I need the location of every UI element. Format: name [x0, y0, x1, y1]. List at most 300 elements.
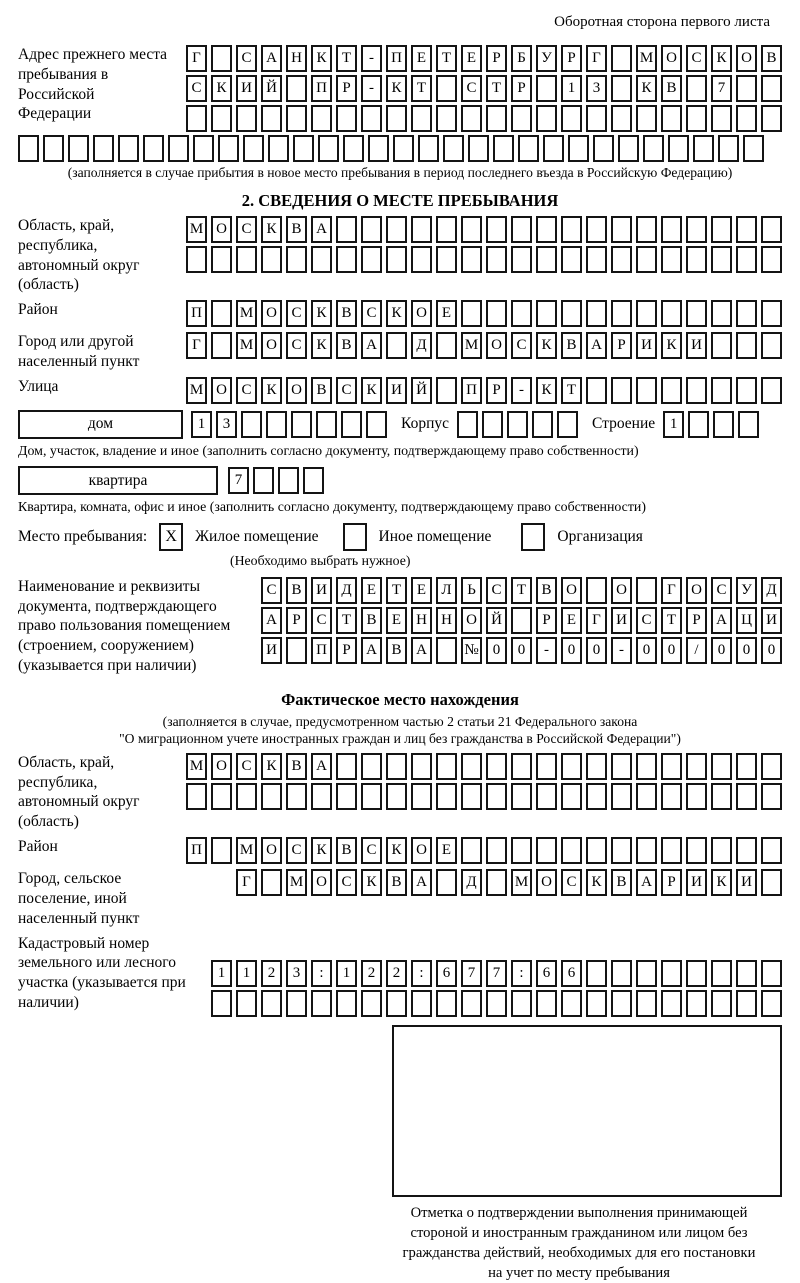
char-cell[interactable]: [261, 783, 282, 810]
char-cell[interactable]: [486, 105, 507, 132]
char-cell[interactable]: [461, 300, 482, 327]
char-cell[interactable]: М: [236, 837, 257, 864]
char-cell[interactable]: 0: [636, 637, 657, 664]
char-cell[interactable]: Ь: [461, 577, 482, 604]
char-cell[interactable]: [366, 411, 387, 438]
char-cell[interactable]: В: [336, 332, 357, 359]
char-cell[interactable]: -: [361, 75, 382, 102]
char-cell[interactable]: Н: [286, 45, 307, 72]
char-cell[interactable]: [686, 105, 707, 132]
char-cell[interactable]: С: [311, 607, 332, 634]
char-cell[interactable]: [361, 105, 382, 132]
char-cell[interactable]: [711, 990, 732, 1017]
char-cell[interactable]: [436, 377, 457, 404]
char-cell[interactable]: [536, 105, 557, 132]
char-cell[interactable]: [486, 753, 507, 780]
char-cell[interactable]: [411, 216, 432, 243]
char-cell[interactable]: [668, 135, 689, 162]
char-cell[interactable]: П: [311, 75, 332, 102]
char-cell[interactable]: [561, 753, 582, 780]
char-cell[interactable]: [761, 783, 782, 810]
char-cell[interactable]: [636, 577, 657, 604]
char-cell[interactable]: М: [286, 869, 307, 896]
char-cell[interactable]: [186, 783, 207, 810]
char-cell[interactable]: [436, 216, 457, 243]
char-cell[interactable]: [311, 783, 332, 810]
char-cell[interactable]: [611, 837, 632, 864]
char-cell[interactable]: [761, 837, 782, 864]
char-cell[interactable]: А: [586, 332, 607, 359]
char-cell[interactable]: В: [311, 377, 332, 404]
char-cell[interactable]: [511, 216, 532, 243]
char-cell[interactable]: К: [311, 837, 332, 864]
char-cell[interactable]: [661, 990, 682, 1017]
char-cell[interactable]: :: [311, 960, 332, 987]
char-cell[interactable]: Т: [336, 607, 357, 634]
char-cell[interactable]: Е: [411, 577, 432, 604]
char-cell[interactable]: [586, 377, 607, 404]
char-cell[interactable]: [661, 377, 682, 404]
char-cell[interactable]: [661, 783, 682, 810]
char-cell[interactable]: Й: [411, 377, 432, 404]
char-cell[interactable]: [336, 105, 357, 132]
char-cell[interactable]: [341, 411, 362, 438]
char-cell[interactable]: [586, 837, 607, 864]
char-cell[interactable]: П: [186, 300, 207, 327]
char-cell[interactable]: О: [286, 377, 307, 404]
char-cell[interactable]: [311, 246, 332, 273]
char-cell[interactable]: С: [286, 332, 307, 359]
char-cell[interactable]: К: [536, 377, 557, 404]
char-cell[interactable]: [361, 753, 382, 780]
char-cell[interactable]: [261, 990, 282, 1017]
char-cell[interactable]: К: [386, 75, 407, 102]
char-cell[interactable]: В: [361, 607, 382, 634]
char-cell[interactable]: [436, 332, 457, 359]
char-cell[interactable]: О: [261, 300, 282, 327]
char-cell[interactable]: В: [336, 837, 357, 864]
char-cell[interactable]: [461, 837, 482, 864]
char-cell[interactable]: [211, 105, 232, 132]
char-cell[interactable]: [636, 783, 657, 810]
char-cell[interactable]: [361, 990, 382, 1017]
char-cell[interactable]: [482, 411, 503, 438]
char-cell[interactable]: -: [611, 637, 632, 664]
char-cell[interactable]: В: [661, 75, 682, 102]
char-cell[interactable]: [761, 105, 782, 132]
char-cell[interactable]: Е: [461, 45, 482, 72]
char-cell[interactable]: Л: [436, 577, 457, 604]
char-cell[interactable]: 0: [736, 637, 757, 664]
char-cell[interactable]: В: [611, 869, 632, 896]
char-cell[interactable]: [361, 246, 382, 273]
char-cell[interactable]: [611, 105, 632, 132]
char-cell[interactable]: [611, 990, 632, 1017]
char-cell[interactable]: А: [711, 607, 732, 634]
char-cell[interactable]: [336, 753, 357, 780]
char-cell[interactable]: [436, 637, 457, 664]
char-cell[interactable]: [711, 837, 732, 864]
char-cell[interactable]: [611, 45, 632, 72]
char-cell[interactable]: [93, 135, 114, 162]
char-cell[interactable]: К: [311, 300, 332, 327]
char-cell[interactable]: -: [511, 377, 532, 404]
char-cell[interactable]: В: [386, 869, 407, 896]
char-cell[interactable]: [736, 837, 757, 864]
char-cell[interactable]: С: [561, 869, 582, 896]
char-cell[interactable]: Т: [336, 45, 357, 72]
char-cell[interactable]: Й: [261, 75, 282, 102]
char-cell[interactable]: [711, 105, 732, 132]
char-cell[interactable]: А: [311, 216, 332, 243]
char-cell[interactable]: /: [686, 637, 707, 664]
char-cell[interactable]: 6: [436, 960, 457, 987]
char-cell[interactable]: 0: [661, 637, 682, 664]
char-cell[interactable]: [536, 216, 557, 243]
char-cell[interactable]: [536, 75, 557, 102]
char-cell[interactable]: С: [461, 75, 482, 102]
char-cell[interactable]: Ц: [736, 607, 757, 634]
char-cell[interactable]: [686, 216, 707, 243]
char-cell[interactable]: [311, 105, 332, 132]
char-cell[interactable]: В: [536, 577, 557, 604]
char-cell[interactable]: [611, 300, 632, 327]
char-cell[interactable]: [486, 869, 507, 896]
char-cell[interactable]: [761, 753, 782, 780]
char-cell[interactable]: [511, 607, 532, 634]
char-cell[interactable]: Д: [461, 869, 482, 896]
char-cell[interactable]: [736, 105, 757, 132]
char-cell[interactable]: [586, 990, 607, 1017]
char-cell[interactable]: [443, 135, 464, 162]
char-cell[interactable]: [736, 332, 757, 359]
char-cell[interactable]: [661, 300, 682, 327]
char-cell[interactable]: [661, 216, 682, 243]
char-cell[interactable]: С: [236, 45, 257, 72]
char-cell[interactable]: [286, 637, 307, 664]
char-cell[interactable]: [586, 105, 607, 132]
char-cell[interactable]: [536, 246, 557, 273]
char-cell[interactable]: М: [186, 753, 207, 780]
char-cell[interactable]: [457, 411, 478, 438]
char-cell[interactable]: В: [286, 753, 307, 780]
char-cell[interactable]: С: [236, 216, 257, 243]
char-cell[interactable]: И: [686, 869, 707, 896]
char-cell[interactable]: [661, 246, 682, 273]
char-cell[interactable]: [436, 869, 457, 896]
char-cell[interactable]: Н: [411, 607, 432, 634]
char-cell[interactable]: [711, 216, 732, 243]
char-cell[interactable]: [493, 135, 514, 162]
char-cell[interactable]: 7: [486, 960, 507, 987]
char-cell[interactable]: Р: [611, 332, 632, 359]
char-cell[interactable]: [461, 105, 482, 132]
char-cell[interactable]: [266, 411, 287, 438]
char-cell[interactable]: О: [211, 753, 232, 780]
char-cell[interactable]: [736, 377, 757, 404]
char-cell[interactable]: [236, 105, 257, 132]
char-cell[interactable]: [536, 753, 557, 780]
char-cell[interactable]: С: [511, 332, 532, 359]
char-cell[interactable]: И: [611, 607, 632, 634]
char-cell[interactable]: А: [361, 332, 382, 359]
char-cell[interactable]: И: [236, 75, 257, 102]
char-cell[interactable]: С: [186, 75, 207, 102]
char-cell[interactable]: В: [286, 216, 307, 243]
char-cell[interactable]: [386, 753, 407, 780]
char-cell[interactable]: [461, 783, 482, 810]
char-cell[interactable]: [261, 105, 282, 132]
char-cell[interactable]: [218, 135, 239, 162]
char-cell[interactable]: [611, 960, 632, 987]
char-cell[interactable]: [43, 135, 64, 162]
char-cell[interactable]: :: [511, 960, 532, 987]
char-cell[interactable]: 0: [761, 637, 782, 664]
char-cell[interactable]: О: [561, 577, 582, 604]
char-cell[interactable]: В: [336, 300, 357, 327]
char-cell[interactable]: К: [636, 75, 657, 102]
char-cell[interactable]: Д: [336, 577, 357, 604]
char-cell[interactable]: [436, 246, 457, 273]
char-cell[interactable]: [286, 246, 307, 273]
char-cell[interactable]: [311, 990, 332, 1017]
char-cell[interactable]: [461, 246, 482, 273]
char-cell[interactable]: [736, 783, 757, 810]
char-cell[interactable]: П: [461, 377, 482, 404]
char-cell[interactable]: [303, 467, 324, 494]
char-cell[interactable]: Р: [511, 75, 532, 102]
char-cell[interactable]: [486, 300, 507, 327]
char-cell[interactable]: [486, 216, 507, 243]
char-cell[interactable]: 3: [216, 411, 237, 438]
char-cell[interactable]: [241, 411, 262, 438]
char-cell[interactable]: [686, 837, 707, 864]
char-cell[interactable]: 0: [711, 637, 732, 664]
char-cell[interactable]: 0: [561, 637, 582, 664]
char-cell[interactable]: М: [186, 377, 207, 404]
char-cell[interactable]: Д: [411, 332, 432, 359]
char-cell[interactable]: [286, 783, 307, 810]
char-cell[interactable]: Й: [486, 607, 507, 634]
char-cell[interactable]: [636, 300, 657, 327]
char-cell[interactable]: [718, 135, 739, 162]
char-cell[interactable]: [661, 837, 682, 864]
char-cell[interactable]: [686, 377, 707, 404]
char-cell[interactable]: Р: [686, 607, 707, 634]
char-cell[interactable]: 7: [711, 75, 732, 102]
char-cell[interactable]: [486, 783, 507, 810]
char-cell[interactable]: 6: [536, 960, 557, 987]
char-cell[interactable]: [736, 990, 757, 1017]
char-cell[interactable]: [761, 869, 782, 896]
char-cell[interactable]: 0: [486, 637, 507, 664]
char-cell[interactable]: 1: [211, 960, 232, 987]
char-cell[interactable]: С: [336, 377, 357, 404]
char-cell[interactable]: Р: [661, 869, 682, 896]
char-cell[interactable]: [318, 135, 339, 162]
char-cell[interactable]: [686, 300, 707, 327]
char-cell[interactable]: К: [661, 332, 682, 359]
char-cell[interactable]: М: [511, 869, 532, 896]
char-cell[interactable]: В: [386, 637, 407, 664]
char-cell[interactable]: [291, 411, 312, 438]
char-cell[interactable]: И: [761, 607, 782, 634]
char-cell[interactable]: [511, 753, 532, 780]
char-cell[interactable]: С: [636, 607, 657, 634]
char-cell[interactable]: [711, 332, 732, 359]
char-cell[interactable]: [636, 837, 657, 864]
char-cell[interactable]: [593, 135, 614, 162]
char-cell[interactable]: К: [261, 216, 282, 243]
char-cell[interactable]: 0: [511, 637, 532, 664]
char-cell[interactable]: [611, 783, 632, 810]
char-cell[interactable]: Г: [186, 332, 207, 359]
char-cell[interactable]: Г: [236, 869, 257, 896]
char-cell[interactable]: Н: [436, 607, 457, 634]
char-cell[interactable]: С: [286, 837, 307, 864]
char-cell[interactable]: [643, 135, 664, 162]
char-cell[interactable]: [211, 990, 232, 1017]
char-cell[interactable]: [586, 960, 607, 987]
char-cell[interactable]: И: [386, 377, 407, 404]
char-cell[interactable]: :: [411, 960, 432, 987]
char-cell[interactable]: С: [711, 577, 732, 604]
char-cell[interactable]: [561, 246, 582, 273]
char-cell[interactable]: 2: [261, 960, 282, 987]
char-cell[interactable]: [286, 105, 307, 132]
char-cell[interactable]: [711, 753, 732, 780]
char-cell[interactable]: И: [636, 332, 657, 359]
char-cell[interactable]: Р: [486, 377, 507, 404]
char-cell[interactable]: 3: [286, 960, 307, 987]
char-cell[interactable]: [536, 837, 557, 864]
char-cell[interactable]: С: [286, 300, 307, 327]
char-cell[interactable]: [686, 960, 707, 987]
char-cell[interactable]: [68, 135, 89, 162]
char-cell[interactable]: Е: [561, 607, 582, 634]
char-cell[interactable]: [253, 467, 274, 494]
char-cell[interactable]: -: [361, 45, 382, 72]
char-cell[interactable]: Е: [436, 837, 457, 864]
char-cell[interactable]: [636, 216, 657, 243]
char-cell[interactable]: О: [411, 837, 432, 864]
char-cell[interactable]: Р: [336, 637, 357, 664]
char-cell[interactable]: 7: [228, 467, 249, 494]
char-cell[interactable]: Г: [661, 577, 682, 604]
char-cell[interactable]: Е: [361, 577, 382, 604]
char-cell[interactable]: [461, 216, 482, 243]
char-cell[interactable]: [661, 753, 682, 780]
char-cell[interactable]: О: [411, 300, 432, 327]
char-cell[interactable]: [586, 246, 607, 273]
char-cell[interactable]: [561, 300, 582, 327]
char-cell[interactable]: [586, 577, 607, 604]
char-cell[interactable]: С: [686, 45, 707, 72]
char-cell[interactable]: [686, 753, 707, 780]
char-cell[interactable]: Т: [386, 577, 407, 604]
char-cell[interactable]: [386, 990, 407, 1017]
char-cell[interactable]: О: [261, 332, 282, 359]
char-cell[interactable]: И: [261, 637, 282, 664]
char-cell[interactable]: Т: [561, 377, 582, 404]
checkbox-organization[interactable]: [521, 523, 545, 551]
char-cell[interactable]: Р: [561, 45, 582, 72]
char-cell[interactable]: [343, 135, 364, 162]
char-cell[interactable]: 1: [336, 960, 357, 987]
char-cell[interactable]: П: [386, 45, 407, 72]
char-cell[interactable]: [336, 990, 357, 1017]
char-cell[interactable]: [411, 783, 432, 810]
char-cell[interactable]: [507, 411, 528, 438]
char-cell[interactable]: Г: [586, 45, 607, 72]
char-cell[interactable]: У: [736, 577, 757, 604]
char-cell[interactable]: К: [311, 45, 332, 72]
char-cell[interactable]: [561, 990, 582, 1017]
char-cell[interactable]: [511, 783, 532, 810]
char-cell[interactable]: И: [686, 332, 707, 359]
char-cell[interactable]: [211, 332, 232, 359]
char-cell[interactable]: П: [311, 637, 332, 664]
char-cell[interactable]: [661, 105, 682, 132]
char-cell[interactable]: О: [686, 577, 707, 604]
char-cell[interactable]: [711, 783, 732, 810]
char-cell[interactable]: О: [736, 45, 757, 72]
char-cell[interactable]: [268, 135, 289, 162]
char-cell[interactable]: [511, 105, 532, 132]
char-cell[interactable]: М: [236, 332, 257, 359]
char-cell[interactable]: 1: [561, 75, 582, 102]
char-cell[interactable]: [736, 300, 757, 327]
char-cell[interactable]: 7: [461, 960, 482, 987]
char-cell[interactable]: [461, 990, 482, 1017]
char-cell[interactable]: 1: [191, 411, 212, 438]
char-cell[interactable]: М: [186, 216, 207, 243]
char-cell[interactable]: [761, 75, 782, 102]
char-cell[interactable]: [561, 216, 582, 243]
char-cell[interactable]: С: [236, 377, 257, 404]
char-cell[interactable]: [561, 783, 582, 810]
char-cell[interactable]: У: [536, 45, 557, 72]
char-cell[interactable]: [286, 990, 307, 1017]
char-cell[interactable]: [561, 105, 582, 132]
char-cell[interactable]: №: [461, 637, 482, 664]
char-cell[interactable]: [411, 105, 432, 132]
char-cell[interactable]: [393, 135, 414, 162]
char-cell[interactable]: К: [386, 837, 407, 864]
char-cell[interactable]: Т: [411, 75, 432, 102]
char-cell[interactable]: Д: [761, 577, 782, 604]
char-cell[interactable]: О: [661, 45, 682, 72]
char-cell[interactable]: [611, 246, 632, 273]
char-cell[interactable]: [586, 783, 607, 810]
char-cell[interactable]: [532, 411, 553, 438]
char-cell[interactable]: [736, 753, 757, 780]
char-cell[interactable]: [336, 246, 357, 273]
char-cell[interactable]: [168, 135, 189, 162]
char-cell[interactable]: В: [561, 332, 582, 359]
char-cell[interactable]: А: [636, 869, 657, 896]
char-cell[interactable]: О: [611, 577, 632, 604]
char-cell[interactable]: [511, 300, 532, 327]
char-cell[interactable]: А: [261, 45, 282, 72]
char-cell[interactable]: А: [411, 869, 432, 896]
char-cell[interactable]: О: [486, 332, 507, 359]
char-cell[interactable]: К: [361, 377, 382, 404]
char-cell[interactable]: [761, 332, 782, 359]
char-cell[interactable]: [736, 960, 757, 987]
char-cell[interactable]: [586, 216, 607, 243]
char-cell[interactable]: Р: [286, 607, 307, 634]
